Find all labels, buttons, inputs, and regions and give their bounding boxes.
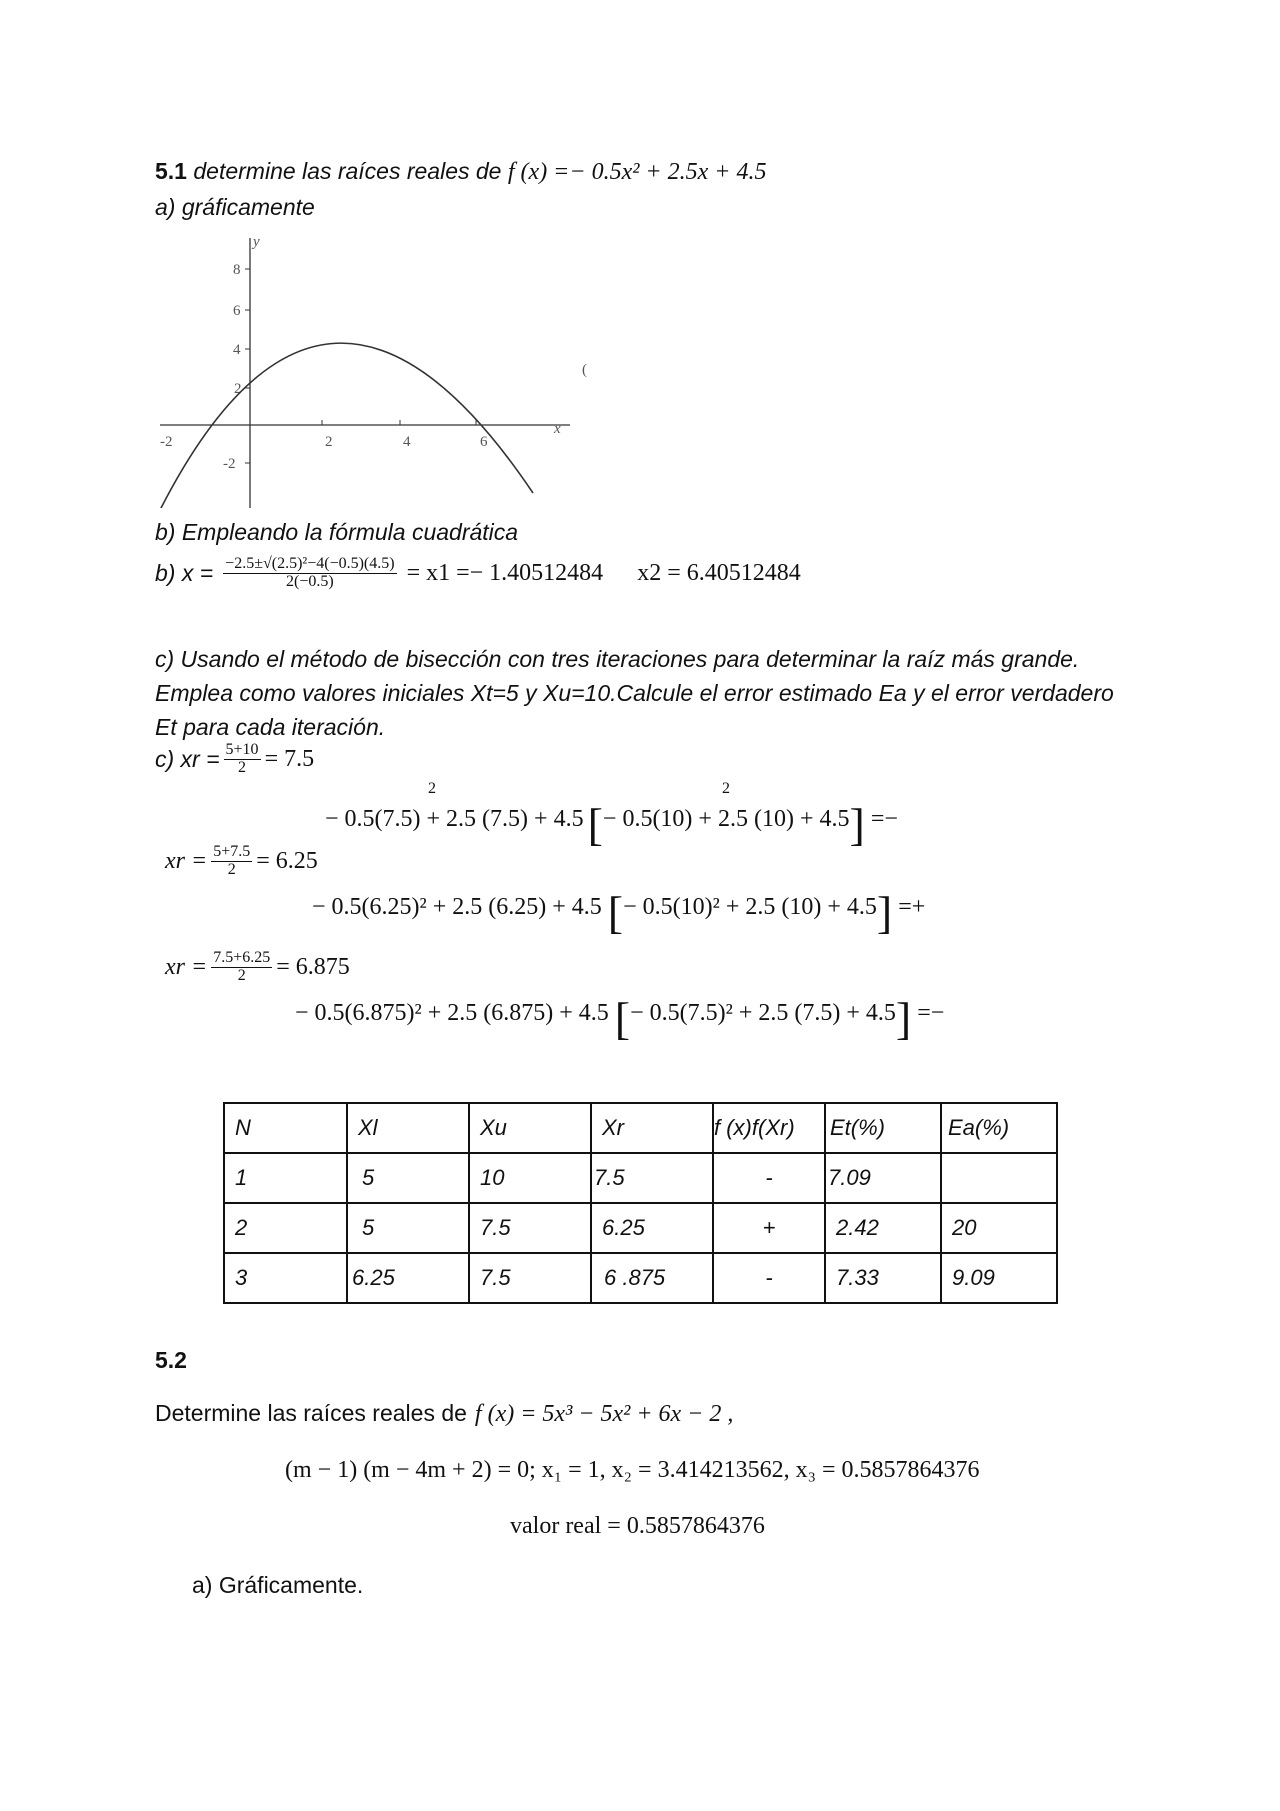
y-tick-label: 4 (233, 342, 241, 358)
bracket-close: ] (876, 887, 893, 938)
sign-result: =− (917, 999, 945, 1026)
x-axis-label: x (554, 421, 561, 437)
quad-denominator: 2(−0.5) (286, 572, 334, 590)
xr-label: c) xr = (155, 745, 220, 772)
exponent: 2 (428, 780, 436, 797)
xr-numerator: 5+7.5 (213, 843, 251, 860)
table-cell: + (713, 1203, 825, 1253)
quadratic-formula (155, 556, 801, 591)
table-cell: 6 .875 (591, 1253, 713, 1303)
xr-numerator: 7.5+6.25 (213, 949, 271, 966)
problem-function: f (x) =− 0.5x² + 2.5x + 4.5 (507, 159, 767, 185)
bisection-table (223, 1102, 1058, 1304)
problem-statement: determine las raíces reales de (193, 158, 502, 184)
header-cell: Ea(%) (941, 1103, 1057, 1153)
quad-numerator: −2.5±√(2.5)²−4(−0.5)(4.5) (225, 555, 395, 572)
y-tick-label: 6 (233, 303, 241, 319)
part-c-text: Emplea como valores iniciales Xt=5 y Xu=10.Calcule el error estimado Ea y el error verdadero (155, 680, 1114, 706)
xr-numerator: 5+10 (225, 741, 259, 758)
table-cell: 9.09 (941, 1253, 1057, 1303)
parabola-graph (150, 228, 590, 508)
f-xu: − 0.5(7.5)² + 2.5 (7.5) + 4.5 (630, 999, 896, 1026)
f-xl: − 0.5(7.5) + 2.5 (7.5) + 4.5 (325, 805, 584, 832)
x-tick-label: -2 (160, 434, 173, 450)
part-a-label: a) Gráficamente. (192, 1572, 364, 1598)
xr-denominator: 2 (237, 966, 246, 984)
table-cell: 1 (224, 1153, 347, 1203)
bracket-open: [ (607, 887, 624, 938)
y-tick-label: -2 (223, 456, 236, 472)
xr-label: xr = (165, 953, 208, 980)
xr-denominator: 2 (238, 758, 247, 776)
bracket-open: [ (614, 993, 631, 1044)
real-value: valor real = 0.5857864376 (510, 1513, 765, 1539)
table-cell: 7.5 (469, 1203, 591, 1253)
part-b-title: b) Empleando la fórmula cuadrática (155, 519, 519, 545)
table-cell: - (713, 1153, 825, 1203)
problem-number: 5.1 (155, 158, 187, 184)
f-xl: − 0.5(6.875)² + 2.5 (6.875) + 4.5 (295, 999, 609, 1026)
table-cell: - (713, 1253, 825, 1303)
f-xu: − 0.5(10)² + 2.5 (10) + 4.5 (623, 893, 877, 920)
part-b-lhs: b) x = (155, 559, 214, 586)
iteration-2-evaluation (312, 884, 926, 938)
y-tick-label: 2 (234, 381, 242, 397)
x-tick-label: 2 (325, 434, 333, 450)
table-cell: 7.5 (591, 1153, 713, 1203)
xr-label: xr = (165, 847, 208, 874)
xr-fraction (224, 742, 261, 777)
bracket-close: ] (895, 993, 912, 1044)
sign-result: =− (870, 805, 898, 832)
table-row (224, 1153, 1057, 1203)
xr-value: = 7.5 (264, 745, 315, 772)
roots-equation: (m − 1) (m − 4m + 2) = 0; x₁ = 1, x₂ = 3.414213562, x₃ = 0.5857864376 (285, 1457, 980, 1483)
part-c-text: c) Usando el método de bisección con tres iteraciones para determinar la raíz más grande. (155, 646, 1080, 672)
iteration-3-evaluation (295, 990, 945, 1044)
table-cell: 5 (347, 1153, 469, 1203)
exponent: 2 (722, 780, 730, 797)
f-xu: − 0.5(10) + 2.5 (10) + 4.5 (602, 805, 850, 832)
bracket-open: [ (587, 799, 603, 850)
table-header-row (224, 1103, 1057, 1153)
table-cell: 7.33 (825, 1253, 941, 1303)
table-cell (941, 1153, 1057, 1203)
iteration-2-xr (165, 844, 318, 879)
quad-result: = x1 =− 1.40512484 (406, 559, 604, 586)
f-xl: − 0.5(6.25)² + 2.5 (6.25) + 4.5 (312, 893, 602, 920)
y-tick-label: 8 (233, 262, 241, 278)
table-cell: 20 (941, 1203, 1057, 1253)
part-a-label: a) gráficamente (155, 194, 315, 220)
xr-value: = 6.25 (256, 847, 318, 874)
xr-fraction (211, 950, 272, 985)
header-cell: Xl (347, 1103, 469, 1153)
table-cell: 2 (224, 1203, 347, 1253)
table-row (224, 1253, 1057, 1303)
problem-number: 5.2 (155, 1347, 187, 1373)
header-cell: Xu (469, 1103, 591, 1153)
bracket-close: ] (849, 799, 865, 850)
table-row (224, 1203, 1057, 1253)
iteration-1-xr (155, 742, 314, 777)
quad-result-2: x2 = 6.40512484 (637, 559, 801, 586)
x-tick-label: 6 (480, 434, 488, 450)
table-cell: 2.42 (825, 1203, 941, 1253)
sign-result: =+ (898, 893, 926, 920)
xr-value: = 6.875 (276, 953, 350, 980)
table-cell: 3 (224, 1253, 347, 1303)
table-cell: 7.5 (469, 1253, 591, 1303)
problem-2-statement (155, 1400, 733, 1428)
x-tick-label: 4 (403, 434, 411, 450)
iteration-1-evaluation (325, 796, 898, 850)
quad-fraction (223, 556, 396, 591)
table-cell: 10 (469, 1153, 591, 1203)
table-cell: 6.25 (347, 1253, 469, 1303)
header-cell: f (x)f(Xr) (713, 1103, 825, 1153)
header-cell: Xr (591, 1103, 713, 1153)
xr-fraction (211, 844, 252, 879)
xr-denominator: 2 (227, 860, 236, 878)
part-c-text: Et para cada iteración. (155, 714, 386, 740)
problem-function: f (x) = 5x³ − 5x² + 6x − 2 , (474, 1401, 734, 1427)
y-axis-label: y (253, 234, 260, 250)
table-cell: 5 (347, 1203, 469, 1253)
problem-heading (155, 158, 766, 186)
iteration-3-xr (165, 950, 350, 985)
table-cell: 7.09 (825, 1153, 941, 1203)
header-cell: Et(%) (825, 1103, 941, 1153)
stray-mark: ( (582, 362, 587, 378)
table-cell: 6.25 (591, 1203, 713, 1253)
header-cell: N (224, 1103, 347, 1153)
problem-statement: Determine las raíces reales de (155, 1400, 467, 1426)
